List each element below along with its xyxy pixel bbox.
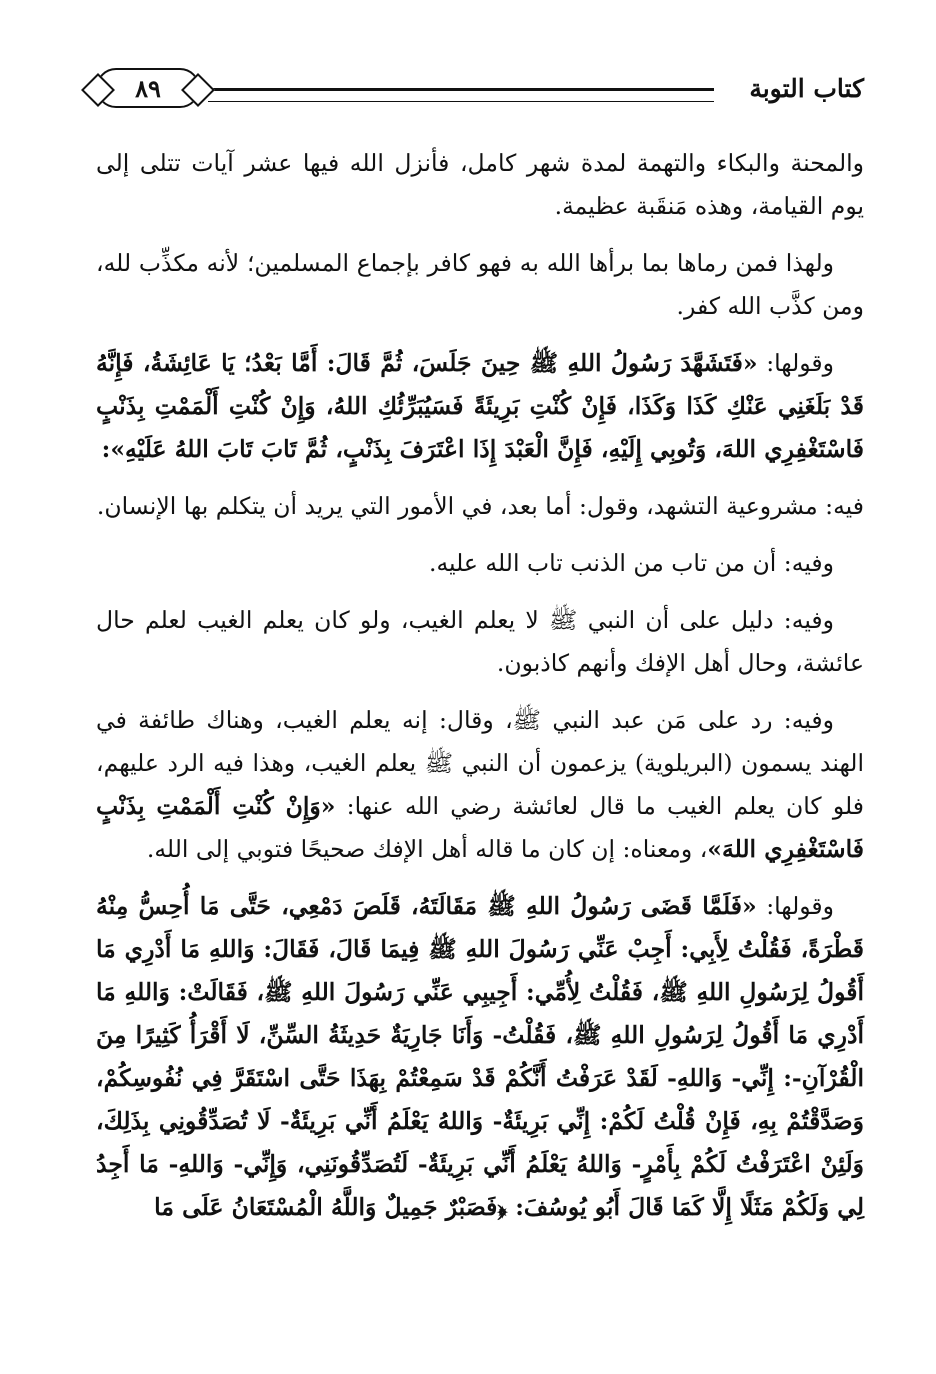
paragraph-2 bbox=[96, 242, 864, 328]
paragraph-7 bbox=[96, 699, 864, 871]
hadith-quote: «فَلَمَّا قَضَى رَسُولُ اللهِ ﷺ مَقَالَتَهُ، قَلَصَ دَمْعِي، حَتَّى مَا أُحِسُّ مِنْهُ قَطْرَةً، فَقُلْتُ لِأَبِي: أَجِبْ عَنِّي رَسُولَ اللهِ ﷺ فِيمَا قَالَ، فَقَالَ: وَاللهِ مَا أَدْرِي مَا أَقُولُ لِرَسُولِ اللهِ ﷺ، فَقُلْتُ لِأُمِّي: أَجِيبِي عَنِّي رَسُولَ اللهِ ﷺ، فَقَالَتْ: وَاللهِ مَا أَدْرِي مَا أَقُولُ لِرَسُولِ اللهِ ﷺ، فَقُلْتُ- وَأَنَا جَارِيَةٌ حَدِيثَةُ السِّنِّ، لَا أَقْرَأُ كَثِيرًا مِنَ الْقُرْآنِ-: إِنِّي- وَاللهِ- لَقَدْ عَرَفْتُ أَنَّكُمْ قَدْ سَمِعْتُمْ بِهَذَا حَتَّى اسْتَقَرَّ فِي نُفُوسِكُمْ، وَصَدَّقْتُمْ بِهِ، فَإِنْ قُلْتُ لَكُمْ: إِنِّي بَرِيئَةٌ- وَاللهُ يَعْلَمُ أَنِّي بَرِيئَةٌ- لَا تُصَدِّقُونِي بِذَلِكَ، وَلَئِنْ اعْتَرَفْتُ لَكُمْ بِأَمْرٍ- وَاللهُ يَعْلَمُ أَنِّي بَرِيئَةٌ- لَتُصَدِّقُونَنِي، وَإِنِّي- وَاللهِ- مَا أَجِدُ لِي وَلَكُمْ مَثَلًا إِلَّا كَمَا قَالَ أَبُو يُوسُفَ: ﴿فَصَبْرٌ جَمِيلٌ وَاللَّهُ الْمُسْتَعَانُ عَلَى مَا bbox=[96, 892, 864, 1221]
page-header bbox=[96, 62, 864, 126]
paragraph-4 bbox=[96, 485, 864, 528]
paragraph-8 bbox=[96, 885, 864, 1229]
header-rule bbox=[208, 88, 714, 102]
running-title: كتاب التوبة bbox=[749, 74, 864, 103]
paragraph-1 bbox=[96, 142, 864, 228]
paragraph-text: وفيه: أن من تاب من الذنب تاب الله عليه. bbox=[428, 549, 834, 577]
page-number-ornament bbox=[96, 68, 200, 108]
paragraph-5 bbox=[96, 542, 864, 585]
hadith-quote: «فَتَشَهَّدَ رَسُولُ اللهِ ﷺ حِينَ جَلَسَ، ثُمَّ قَالَ: أَمَّا بَعْدُ؛ يَا عَائِشَةُ، فَإِنَّهُ قَدْ بَلَغَنِي عَنْكِ كَذَا وَكَذَا، فَإِنْ كُنْتِ بَرِيئَةً فَسَيُبَرِّئُكِ اللهُ، وَإِنْ كُنْتِ أَلْمَمْتِ بِذَنْبٍ فَاسْتَغْفِرِي اللهَ، وَتُوبِي إِلَيْهِ، فَإِنَّ الْعَبْدَ إِذَا اعْتَرَفَ بِذَنْبٍ، ثُمَّ تَابَ تَابَ اللهُ عَلَيْهِ»: bbox=[96, 349, 864, 463]
hadith-quote: «وَإِنْ كُنْتِ أَلْمَمْتِ بِذَنْبٍ فَاسْتَغْفِرِي اللهَ» bbox=[96, 792, 864, 863]
book-page bbox=[96, 62, 864, 1342]
paragraph-intro: وقولها: bbox=[757, 349, 835, 377]
paragraph-intro: وقولها: bbox=[756, 892, 834, 920]
paragraph-text: وفيه: دليل على أن النبي ﷺ لا يعلم الغيب، ولو كان يعلم الغيب لعلم حال عائشة، وحال أهل الإفك وأنهم كاذبون. bbox=[96, 606, 864, 677]
paragraph-3 bbox=[96, 342, 864, 471]
paragraph-text: وفيه: رد على مَن عبد النبي ﷺ، وقال: إنه يعلم الغيب، وهناك طائفة في الهند يسمون (البريلوية) يزعمون أن النبي ﷺ يعلم الغيب، وهذا فيه الرد عليهم، فلو كان يعلم الغيب ما قال لعائشة رضي الله عنها: bbox=[96, 706, 864, 820]
paragraph-text: فيه: مشروعية التشهد، وقول: أما بعد، في الأمور التي يريد أن يتكلم بها الإنسان. bbox=[96, 492, 864, 520]
paragraph-text: والمحنة والبكاء والتهمة لمدة شهر كامل، فأنزل الله فيها عشر آيات تتلى إلى يوم القيامة، وهذه مَنقَبة عظيمة. bbox=[96, 149, 864, 220]
page-number: ٨٩ bbox=[135, 73, 161, 103]
paragraph-6 bbox=[96, 599, 864, 685]
paragraph-text: ، ومعناه: إن كان ما قاله أهل الإفك صحيحًا فتوبي إلى الله. bbox=[146, 835, 708, 863]
paragraph-text: ولهذا فمن رماها بما برأها الله به فهو كافر بإجماع المسلمين؛ لأنه مكذِّب لله، ومن كذَّب الله كفر. bbox=[96, 249, 864, 320]
page-body bbox=[96, 142, 864, 1243]
